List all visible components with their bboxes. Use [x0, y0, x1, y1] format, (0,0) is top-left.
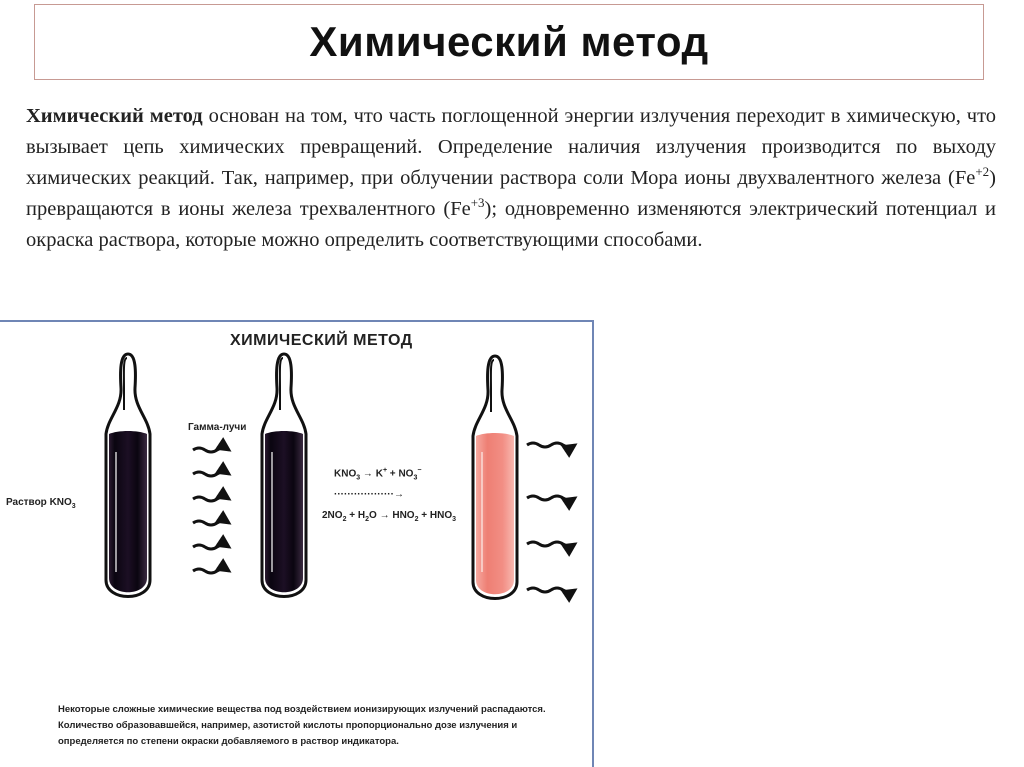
- reaction-dots: ··················→: [334, 489, 404, 500]
- illustration: [0, 320, 594, 767]
- figure-title: ХИМИЧЕСКИЙ МЕТОД: [230, 332, 413, 349]
- lead-bold: Химический метод: [26, 105, 203, 127]
- ampoule-pink: [473, 356, 517, 599]
- gamma-rays-label: Гамма-лучи: [188, 422, 247, 433]
- para-text-2: ) превращаются в ионы железа трехвалентного (Fe: [26, 167, 996, 220]
- figure-caption: [58, 702, 578, 750]
- emission-arrows: [527, 443, 575, 592]
- caption-line-1: Некоторые сложные химические вещества под воздействием ионизирующих излучений распадаются.: [58, 704, 546, 715]
- ampoule-dark-2: [262, 354, 306, 597]
- equation-2: $2NO_2 + H_2O \to HNO_2 + HNO_3$: [322, 510, 457, 523]
- gamma-ray-arrows: [193, 448, 229, 573]
- solution-label: Раствор $KNO_3$: [6, 497, 76, 510]
- page-title: Химический метод: [309, 18, 709, 65]
- body-paragraph: [26, 101, 996, 256]
- caption-line-2: Количество образовавшейся, например, азотистой кислоты пропорционально дозе излучения и определяется по степени окраски добавляемого в раствор индикатора.: [58, 720, 518, 747]
- para-sup-2: +3: [470, 195, 485, 211]
- para-text-1: основан на том, что часть поглощенной энергии излучения переходит в химическую, что вызывает цепь химических превращений. Определение наличия излучения производится по выходу химических реакций. Так, например, при облучении раствора соли Мора ионы двухвалентного железа (Fe: [26, 105, 997, 189]
- ampoule-dark-1: [106, 354, 150, 597]
- equation-1: $KNO_3 \to K^+ + NO_3^-$: [334, 467, 422, 482]
- para-sup-1: +2: [975, 164, 990, 180]
- illustration-art: [0, 322, 594, 767]
- title-box: [34, 4, 984, 80]
- para-text-3: ); одновременно изменяются электрический потенциал и окраска раствора, которые можно определить соответствующими способами.: [26, 198, 996, 251]
